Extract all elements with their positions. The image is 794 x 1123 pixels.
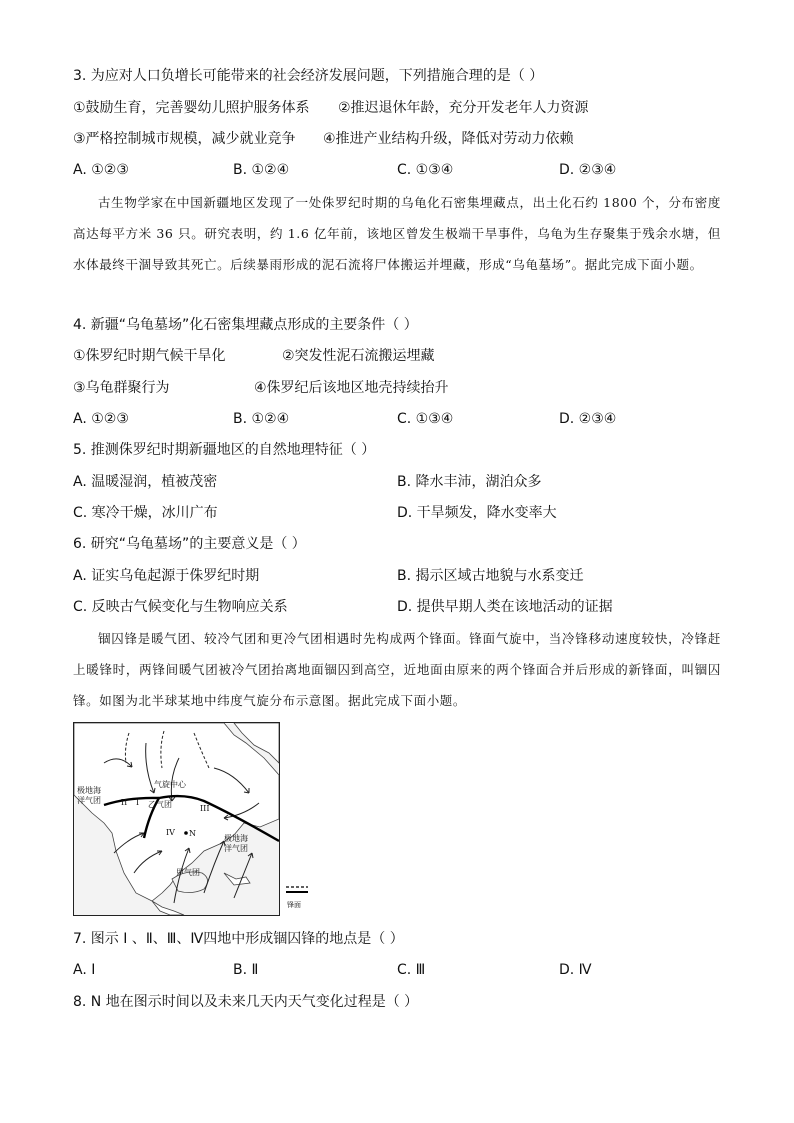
label-point-iv: IV xyxy=(166,828,175,837)
q4-option-c: C. ①③④ xyxy=(397,411,454,427)
label-polar-ocean-right-1: 极地海 xyxy=(224,834,248,843)
label-point-iii: III xyxy=(200,804,210,813)
land-caribbean xyxy=(224,873,250,885)
passage-turtle-text: 古生物学家在中国新疆地区发现了一处侏罗纪时期的乌龟化石密集埋藏点，出土化石约 1800 个，分布密度高达每平方米 36 只。研究表明，约 1.6 亿年前，该地区曾发生极端干旱事件，乌龟为生存聚集于残余水塘，但水体最终干涸导致其死亡。后续暴雨形成的泥石流将尸体搬运并埋藏，形成“乌龟墓场”。据此完成下面小题。 xyxy=(73,195,721,272)
q5-option-d: D. 干旱频发，降水变率大 xyxy=(397,505,557,521)
q3-item-3: ③严格控制城市规模，减少就业竞争 xyxy=(73,131,296,147)
label-cyclone-center: 气旋中心 xyxy=(154,780,186,789)
q6-option-d: D. 提供早期人类在该地活动的证据 xyxy=(397,599,613,615)
q5-option-b: B. 降水丰沛，湖泊众多 xyxy=(397,474,542,490)
q7-option-c: C. Ⅲ xyxy=(397,962,426,978)
reading-passage-occluded-front xyxy=(73,623,721,716)
q4-option-b: B. ①②④ xyxy=(233,411,290,427)
label-polar-ocean-left-2: 洋气团 xyxy=(77,796,101,805)
q3-item-1: ①鼓励生育，完善婴幼儿照护服务体系 xyxy=(73,100,310,116)
legend-front-label: 锋面 xyxy=(287,901,301,909)
q3-item-4: ④推进产业结构升级，降低对劳动力依赖 xyxy=(323,131,574,147)
legend-svg xyxy=(284,882,312,912)
q3-stem: 3. 为应对人口负增长可能带来的社会经济发展问题，下列措施合理的是（ ） xyxy=(73,68,544,84)
q3-option-d: D. ②③④ xyxy=(559,162,617,178)
q5-option-c: C. 寒冷干燥，冰川广布 xyxy=(73,505,218,521)
map-legend xyxy=(284,882,312,912)
q6-stem: 6. 研究“乌龟墓场”的主要意义是（ ） xyxy=(73,536,306,552)
q6-option-a: A. 证实乌龟起源于侏罗纪时期 xyxy=(73,568,260,584)
label-polar-ocean-left-1: 极地海 xyxy=(77,786,101,795)
passage-front-text: 锢囚锋是暖气团、较冷气团和更冷气团相遇时先构成两个锋面。锋面气旋中，当冷锋移动速度较快，冷锋赶上暖锋时，两锋间暖气团被冷气团抬离地面锢囚到高空，近地面由原来的两个锋面合并后形成的新锋面，叫锢囚锋。如图为北半球某地中纬度气旋分布示意图。据此完成下面小题。 xyxy=(73,631,721,708)
label-yi-air-mass: 乙气团 xyxy=(148,800,172,809)
q6-option-c: C. 反映古气候变化与生物响应关系 xyxy=(73,599,288,615)
q3-option-a: A. ①②③ xyxy=(73,162,129,178)
q4-item-3: ③乌龟群聚行为 xyxy=(73,380,170,396)
label-polar-ocean-right-2: 洋气团 xyxy=(224,844,248,853)
q7-option-d: D. Ⅳ xyxy=(559,962,592,978)
q7-stem: 7. 图示 I 、Ⅱ、Ⅲ、Ⅳ四地中形成锢囚锋的地点是（ ） xyxy=(73,931,404,947)
cyclone-map-svg xyxy=(74,723,279,915)
reading-passage-turtle xyxy=(73,187,721,280)
label-point-ii: II xyxy=(121,798,128,807)
q3-item-2: ②推迟退休年龄，充分开发老年人力资源 xyxy=(338,100,589,116)
q4-option-a: A. ①②③ xyxy=(73,411,129,427)
q4-item-4: ④侏罗纪后该地区地壳持续抬升 xyxy=(254,380,449,396)
q4-item-1: ①侏罗纪时期气候干旱化 xyxy=(73,348,226,364)
q7-option-a: A. I xyxy=(73,962,96,978)
q4-item-2: ②突发性泥石流搬运埋藏 xyxy=(282,348,435,364)
q7-option-b: B. Ⅱ xyxy=(233,962,259,978)
q3-option-c: C. ①③④ xyxy=(397,162,454,178)
q4-stem: 4. 新疆“乌龟墓场”化石密集埋藏点形成的主要条件（ ） xyxy=(73,317,418,333)
q6-option-b: B. 揭示区域古地貌与水系变迁 xyxy=(397,568,584,584)
label-jia-air-mass: 甲气团 xyxy=(176,868,200,877)
cyclone-map-figure xyxy=(73,722,280,916)
q5-stem: 5. 推测侏罗纪时期新疆地区的自然地理特征（ ） xyxy=(73,442,376,458)
point-n-marker xyxy=(184,831,188,835)
q3-option-b: B. ①②④ xyxy=(233,162,290,178)
land-central-america xyxy=(152,901,184,915)
q5-option-a: A. 温暖湿润，植被茂密 xyxy=(73,474,218,490)
label-point-i: I xyxy=(136,798,140,807)
label-point-n: N xyxy=(189,829,196,838)
q4-option-d: D. ②③④ xyxy=(559,411,617,427)
q8-stem: 8. N 地在图示时间以及未来几天内天气变化过程是（ ） xyxy=(73,994,419,1010)
